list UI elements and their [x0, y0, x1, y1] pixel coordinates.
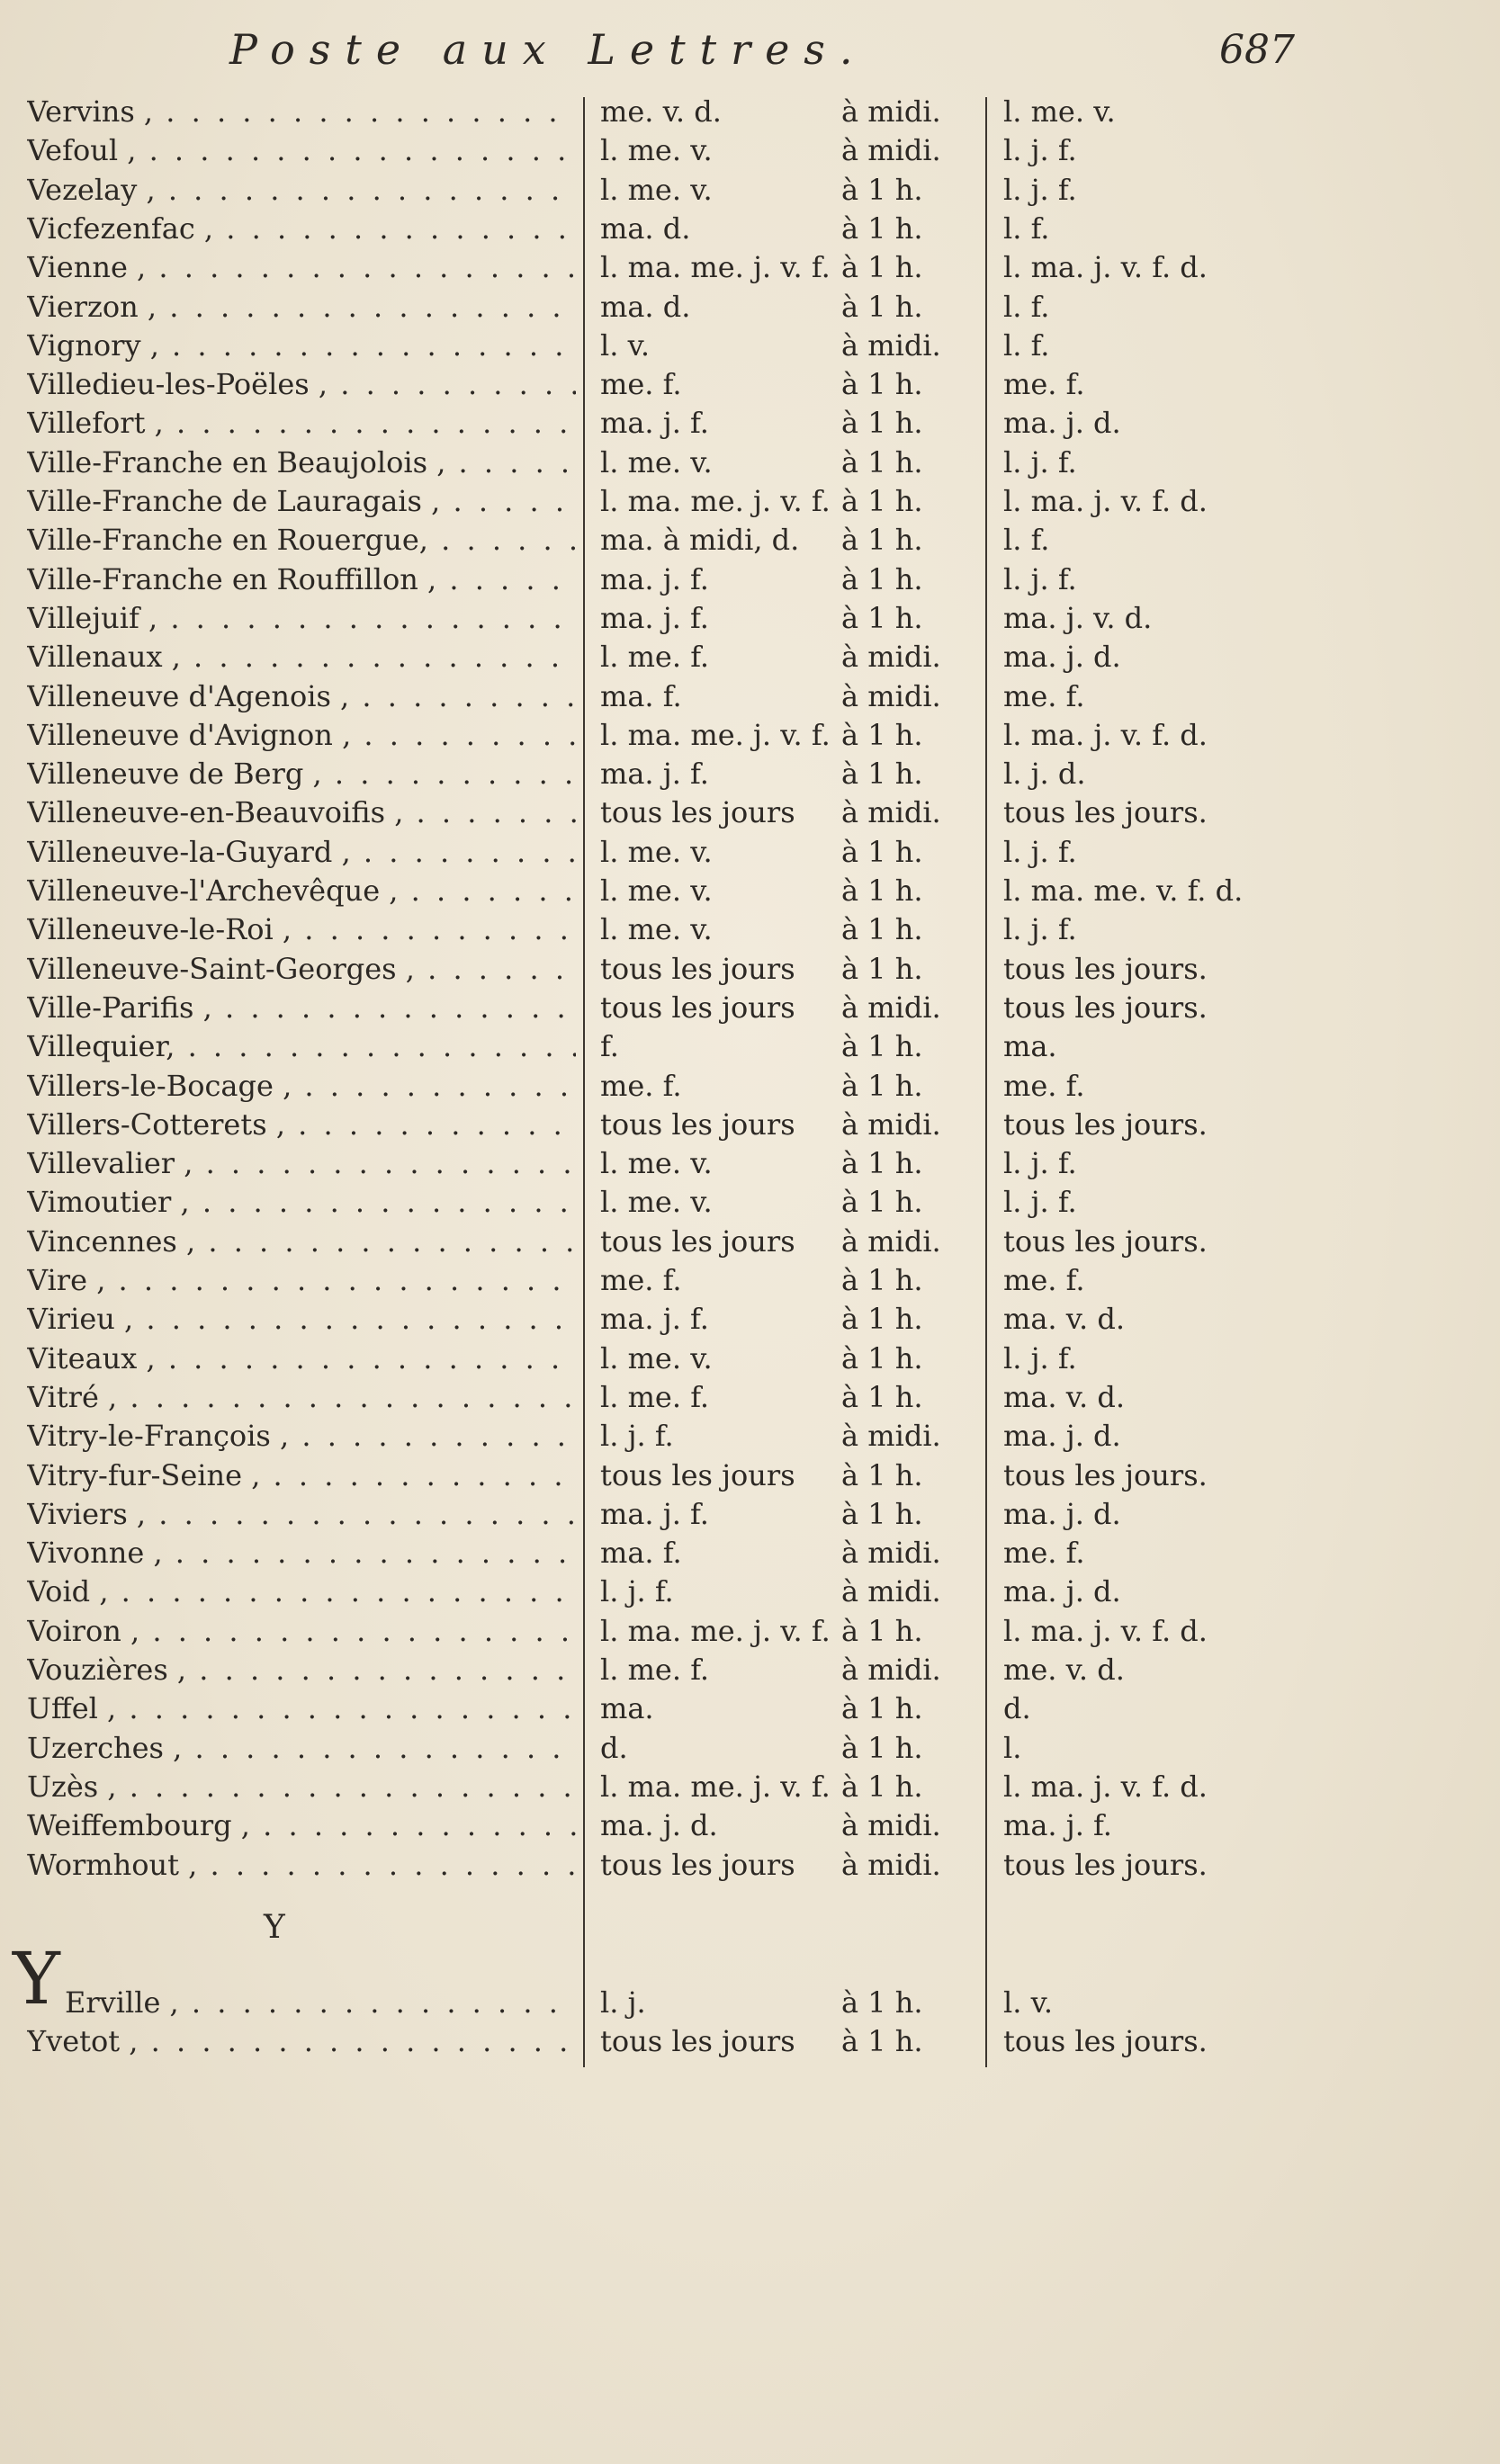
- arrival-hour: à 1 h.: [841, 912, 923, 946]
- table-row: [0, 560, 1500, 599]
- table-row: [0, 872, 1500, 910]
- departure-days: ma. j. d.: [1003, 1497, 1121, 1531]
- departure-days: tous les jours.: [1003, 990, 1208, 1025]
- place-name: Weiffembourg , . . .: [27, 1806, 576, 1845]
- place-name: Villeneuve-l'Archevêque , . . .: [27, 872, 576, 910]
- arrival-hour: à 1 h.: [841, 1458, 923, 1492]
- table-row: [0, 365, 1500, 404]
- arrival-hour: à midi.: [841, 1808, 941, 1842]
- departure-days: tous les jours.: [1003, 952, 1208, 986]
- departure-days: l. j. f.: [1003, 835, 1077, 869]
- arrival-days: l. me. f.: [600, 1380, 710, 1414]
- arrival-hour: à 1 h.: [841, 1614, 923, 1648]
- arrival-days: ma. j. f.: [600, 601, 709, 635]
- arrival-hour: à 1 h.: [841, 952, 923, 986]
- table-row: [0, 248, 1500, 287]
- place-name: Vefoul , . . .: [27, 131, 576, 170]
- departure-days: ma. j. d.: [1003, 1419, 1121, 1453]
- table-row: [0, 444, 1500, 482]
- arrival-days: ma. j. f.: [600, 562, 709, 596]
- arrival-days: l. j.: [600, 1985, 646, 2020]
- arrival-hour: à 1 h.: [841, 1691, 923, 1725]
- place-name: Vincennes , . . .: [27, 1223, 576, 1261]
- departure-days: l. j. f.: [1003, 1185, 1077, 1219]
- place-name: Ville-Franche de Lauragais , . . .: [27, 482, 576, 521]
- departure-days: l. j. d.: [1003, 757, 1086, 791]
- place-name: Ville-Franche en Rouffillon , . . .: [27, 560, 576, 599]
- place-name: Ville-Franche en Rouergue, . . .: [27, 521, 576, 560]
- place-name: Vivonne , . . .: [27, 1534, 576, 1572]
- table-row: [0, 93, 1500, 131]
- table-row: [0, 2022, 1500, 2061]
- section-letter: Y: [264, 1909, 285, 1946]
- table-row: [0, 599, 1500, 638]
- arrival-days: tous les jours: [600, 2024, 795, 2058]
- arrival-days: l. me. v.: [600, 133, 713, 167]
- arrival-hour: à 1 h.: [841, 1341, 923, 1375]
- place-name: Yvetot , . . .: [27, 2022, 576, 2061]
- departure-days: l. ma. j. v. f. d.: [1003, 1614, 1208, 1648]
- table-row: [0, 131, 1500, 170]
- arrival-days: me. v. d.: [600, 94, 722, 129]
- arrival-days: l. j. f.: [600, 1419, 674, 1453]
- arrival-hour: à 1 h.: [841, 1302, 923, 1336]
- place-name: Void , . . .: [27, 1572, 576, 1611]
- departure-days: me. f.: [1003, 1536, 1085, 1570]
- place-name: Virieu , . . .: [27, 1300, 576, 1339]
- arrival-hour: à midi.: [841, 640, 941, 674]
- arrival-days: l. v.: [600, 328, 651, 363]
- table-row: [0, 677, 1500, 716]
- departure-days: tous les jours.: [1003, 795, 1208, 829]
- place-name: Vitry-le-François , . . .: [27, 1417, 576, 1456]
- departure-days: l. j. f.: [1003, 562, 1077, 596]
- departure-days: l. v.: [1003, 1985, 1054, 2020]
- arrival-hour: à 1 h.: [841, 835, 923, 869]
- arrival-days: ma. f.: [600, 679, 682, 713]
- departure-days: l.: [1003, 1731, 1022, 1765]
- departure-days: me. f.: [1003, 679, 1085, 713]
- arrival-days: l. me. v.: [600, 874, 713, 908]
- place-name: Villenaux , . . .: [27, 638, 576, 676]
- place-name: Uzès , . . .: [27, 1768, 576, 1806]
- table-row: [0, 1027, 1500, 1066]
- arrival-hour: à 1 h.: [841, 1146, 923, 1180]
- arrival-days: tous les jours: [600, 1848, 795, 1882]
- table-row: [0, 1456, 1500, 1495]
- table-row: [0, 1417, 1500, 1456]
- place-name: Villers-Cotterets , . . .: [27, 1106, 576, 1144]
- place-name: Vierzon , . . .: [27, 288, 576, 327]
- arrival-hour: à 1 h.: [841, 445, 923, 479]
- table-row: [0, 1846, 1500, 1885]
- arrival-days: l. ma. me. j. v. f.: [600, 484, 831, 518]
- arrival-hour: à 1 h.: [841, 1731, 923, 1765]
- arrival-days: me. f.: [600, 1263, 682, 1297]
- arrival-days: l. me. v.: [600, 1146, 713, 1180]
- arrival-hour: à 1 h.: [841, 211, 923, 246]
- arrival-hour: à 1 h.: [841, 250, 923, 284]
- departure-days: me. v. d.: [1003, 1653, 1125, 1687]
- place-name: Ville-Parifis , . . .: [27, 989, 576, 1027]
- arrival-days: l. j. f.: [600, 1574, 674, 1608]
- place-name: Villeneuve-en-Beauvoifis , . . .: [27, 793, 576, 832]
- departure-days: l. j. f.: [1003, 1341, 1077, 1375]
- table-row: [0, 288, 1500, 327]
- arrival-days: ma. j. d.: [600, 1808, 718, 1842]
- arrival-hour: à 1 h.: [841, 173, 923, 207]
- departure-days: tous les jours.: [1003, 1458, 1208, 1492]
- arrival-hour: à midi.: [841, 1419, 941, 1453]
- departure-days: l. j. f.: [1003, 1146, 1077, 1180]
- departure-days: ma. v. d.: [1003, 1380, 1126, 1414]
- place-name: Vire , . . .: [27, 1261, 576, 1300]
- place-name: Viviers , . . .: [27, 1495, 576, 1534]
- place-name: Uffel , . . .: [27, 1689, 576, 1728]
- arrival-hour: à 1 h.: [841, 1380, 923, 1414]
- arrival-days: ma. j. f.: [600, 1497, 709, 1531]
- arrival-days: l. me. v.: [600, 1185, 713, 1219]
- arrival-hour: à midi.: [841, 1536, 941, 1570]
- page-number: 687: [1219, 27, 1295, 73]
- arrival-hour: à 1 h.: [841, 1185, 923, 1219]
- arrival-days: tous les jours: [600, 1107, 795, 1142]
- place-name: Viteaux , . . .: [27, 1340, 576, 1378]
- arrival-days: tous les jours: [600, 952, 795, 986]
- place-name: Vignory , . . .: [27, 327, 576, 365]
- arrival-days: ma. d.: [600, 211, 691, 246]
- page-header: [0, 18, 1500, 81]
- arrival-hour: à 1 h.: [841, 523, 923, 557]
- table-row: [0, 950, 1500, 989]
- departure-days: l. j. f.: [1003, 445, 1077, 479]
- place-name: Erville , . . .: [65, 1984, 576, 2022]
- arrival-hour: à 1 h.: [841, 718, 923, 752]
- table-row: [0, 716, 1500, 755]
- table-row: [0, 1223, 1500, 1261]
- arrival-hour: à midi.: [841, 1224, 941, 1259]
- departure-days: l. ma. j. v. f. d.: [1003, 484, 1208, 518]
- departure-days: me. f.: [1003, 367, 1085, 401]
- table-row: [0, 1984, 1500, 2022]
- place-name: Villefort , . . .: [27, 404, 576, 443]
- table-row: [0, 638, 1500, 676]
- arrival-days: me. f.: [600, 1069, 682, 1103]
- arrival-hour: à midi.: [841, 795, 941, 829]
- table-row: [0, 989, 1500, 1027]
- arrival-hour: à 1 h.: [841, 1497, 923, 1531]
- table-row: [0, 1183, 1500, 1222]
- table-row: [0, 1651, 1500, 1689]
- arrival-days: l. me. f.: [600, 640, 710, 674]
- table-row: [0, 1340, 1500, 1378]
- place-name: Villeneuve d'Agenois , . . .: [27, 677, 576, 716]
- arrival-days: l. ma. me. j. v. f.: [600, 1770, 831, 1804]
- arrival-hour: à 1 h.: [841, 367, 923, 401]
- arrival-hour: à 1 h.: [841, 1263, 923, 1297]
- arrival-hour: à 1 h.: [841, 406, 923, 440]
- departure-days: l. me. v.: [1003, 94, 1116, 129]
- table-row: [0, 1806, 1500, 1845]
- place-name: Vitré , . . .: [27, 1378, 576, 1417]
- departure-days: l. f.: [1003, 290, 1050, 324]
- table-row: [0, 404, 1500, 443]
- arrival-days: l. me. v.: [600, 912, 713, 946]
- arrival-hour: à 1 h.: [841, 562, 923, 596]
- table-row: [0, 1495, 1500, 1534]
- departure-days: ma.: [1003, 1029, 1057, 1063]
- arrival-hour: à midi.: [841, 1848, 941, 1882]
- arrival-days: l. me. v.: [600, 445, 713, 479]
- departure-days: l. ma. me. v. f. d.: [1003, 874, 1244, 908]
- arrival-hour: à midi.: [841, 1653, 941, 1687]
- arrival-hour: à midi.: [841, 990, 941, 1025]
- place-name: Villeneuve d'Avignon , . . .: [27, 716, 576, 755]
- place-name: Villevalier , . . .: [27, 1144, 576, 1183]
- arrival-hour: à 1 h.: [841, 1029, 923, 1063]
- arrival-days: d.: [600, 1731, 628, 1765]
- arrival-days: tous les jours: [600, 1458, 795, 1492]
- arrival-hour: à 1 h.: [841, 1069, 923, 1103]
- table-row: [0, 1300, 1500, 1339]
- departure-days: l. j. f.: [1003, 912, 1077, 946]
- table-row: [0, 482, 1500, 521]
- arrival-days: l. ma. me. j. v. f.: [600, 718, 831, 752]
- place-name: Villejuif , . . .: [27, 599, 576, 638]
- place-name: Ville-Franche en Beaujolois , . . .: [27, 444, 576, 482]
- arrival-hour: à midi.: [841, 1107, 941, 1142]
- running-title: Poste aux Lettres.: [229, 25, 867, 74]
- arrival-days: tous les jours: [600, 990, 795, 1025]
- arrival-hour: à midi.: [841, 328, 941, 363]
- arrival-hour: à midi.: [841, 133, 941, 167]
- departure-days: l. ma. j. v. f. d.: [1003, 1770, 1208, 1804]
- departure-days: tous les jours.: [1003, 1224, 1208, 1259]
- arrival-days: l. ma. me. j. v. f.: [600, 1614, 831, 1648]
- arrival-days: l. me. v.: [600, 1341, 713, 1375]
- arrival-days: l. me. v.: [600, 835, 713, 869]
- arrival-hour: à 1 h.: [841, 290, 923, 324]
- dropcap-letter: Y: [13, 1937, 60, 2020]
- arrival-hour: à 1 h.: [841, 1985, 923, 2020]
- arrival-days: me. f.: [600, 367, 682, 401]
- arrival-days: f.: [600, 1029, 619, 1063]
- place-name: Wormhout , . . .: [27, 1846, 576, 1885]
- departure-days: ma. j. f.: [1003, 1808, 1112, 1842]
- departure-days: l. j. f.: [1003, 133, 1077, 167]
- departure-days: l. ma. j. v. f. d.: [1003, 718, 1208, 752]
- arrival-days: l. me. f.: [600, 1653, 710, 1687]
- departure-days: tous les jours.: [1003, 1107, 1208, 1142]
- departure-days: l. f.: [1003, 328, 1050, 363]
- place-name: Voiron , . . .: [27, 1612, 576, 1651]
- place-name: Villequier, . . .: [27, 1027, 576, 1066]
- table-row: [0, 210, 1500, 248]
- place-name: Vitry-fur-Seine , . . .: [27, 1456, 576, 1495]
- arrival-hour: à 1 h.: [841, 484, 923, 518]
- table-row: [0, 910, 1500, 949]
- table-row: [0, 1729, 1500, 1768]
- arrival-hour: à midi.: [841, 1574, 941, 1608]
- table-row: [0, 521, 1500, 560]
- departure-days: ma. j. v. d.: [1003, 601, 1153, 635]
- arrival-hour: à 1 h.: [841, 757, 923, 791]
- arrival-days: ma.: [600, 1691, 654, 1725]
- arrival-days: l. ma. me. j. v. f.: [600, 250, 831, 284]
- arrival-days: ma. à midi, d.: [600, 523, 800, 557]
- place-name: Vouzières , . . .: [27, 1651, 576, 1689]
- place-name: Villedieu-les-Poëles , . . .: [27, 365, 576, 404]
- place-name: Vienne , . . .: [27, 248, 576, 287]
- table-row: [0, 327, 1500, 365]
- departure-days: me. f.: [1003, 1069, 1085, 1103]
- departure-days: l. f.: [1003, 211, 1050, 246]
- arrival-days: ma. j. f.: [600, 757, 709, 791]
- departure-days: ma. j. d.: [1003, 406, 1121, 440]
- place-name: Villeneuve de Berg , . . .: [27, 755, 576, 793]
- table-row: [0, 1106, 1500, 1144]
- place-name: Villeneuve-la-Guyard , . . .: [27, 833, 576, 872]
- departure-days: d.: [1003, 1691, 1031, 1725]
- table-row: [0, 1534, 1500, 1572]
- arrival-days: l. me. v.: [600, 173, 713, 207]
- departure-days: ma. j. d.: [1003, 640, 1121, 674]
- arrival-days: ma. d.: [600, 290, 691, 324]
- table-row: [0, 1768, 1500, 1806]
- arrival-days: ma. j. f.: [600, 406, 709, 440]
- table-row: [0, 755, 1500, 793]
- departure-days: ma. v. d.: [1003, 1302, 1126, 1336]
- place-name: Vervins , . . .: [27, 93, 576, 131]
- place-name: Villeneuve-le-Roi , . . .: [27, 910, 576, 949]
- departure-days: tous les jours.: [1003, 1848, 1208, 1882]
- arrival-hour: à midi.: [841, 679, 941, 713]
- arrival-hour: à 1 h.: [841, 1770, 923, 1804]
- table-row: [0, 171, 1500, 210]
- place-name: Villeneuve-Saint-Georges , . . .: [27, 950, 576, 989]
- place-name: Vicfezenfac , . . .: [27, 210, 576, 248]
- table-row: [0, 1067, 1500, 1106]
- arrival-hour: à midi.: [841, 94, 941, 129]
- departure-days: l. f.: [1003, 523, 1050, 557]
- arrival-hour: à 1 h.: [841, 2024, 923, 2058]
- place-name: Vezelay , . . .: [27, 171, 576, 210]
- arrival-days: tous les jours: [600, 795, 795, 829]
- table-row: [0, 1612, 1500, 1651]
- departure-days: tous les jours.: [1003, 2024, 1208, 2058]
- departure-days: me. f.: [1003, 1263, 1085, 1297]
- departure-days: ma. j. d.: [1003, 1574, 1121, 1608]
- place-name: Villers-le-Bocage , . . .: [27, 1067, 576, 1106]
- place-name: Vimoutier , . . .: [27, 1183, 576, 1222]
- table-row: [0, 833, 1500, 872]
- arrival-hour: à 1 h.: [841, 874, 923, 908]
- table-row: [0, 1572, 1500, 1611]
- departure-days: l. ma. j. v. f. d.: [1003, 250, 1208, 284]
- departure-days: l. j. f.: [1003, 173, 1077, 207]
- table-row: [0, 793, 1500, 832]
- arrival-hour: à 1 h.: [841, 601, 923, 635]
- table-row: [0, 1261, 1500, 1300]
- table-row: [0, 1378, 1500, 1417]
- arrival-days: tous les jours: [600, 1224, 795, 1259]
- table-row: [0, 1144, 1500, 1183]
- arrival-days: ma. f.: [600, 1536, 682, 1570]
- table-row: [0, 1689, 1500, 1728]
- arrival-days: ma. j. f.: [600, 1302, 709, 1336]
- place-name: Uzerches , . . .: [27, 1729, 576, 1768]
